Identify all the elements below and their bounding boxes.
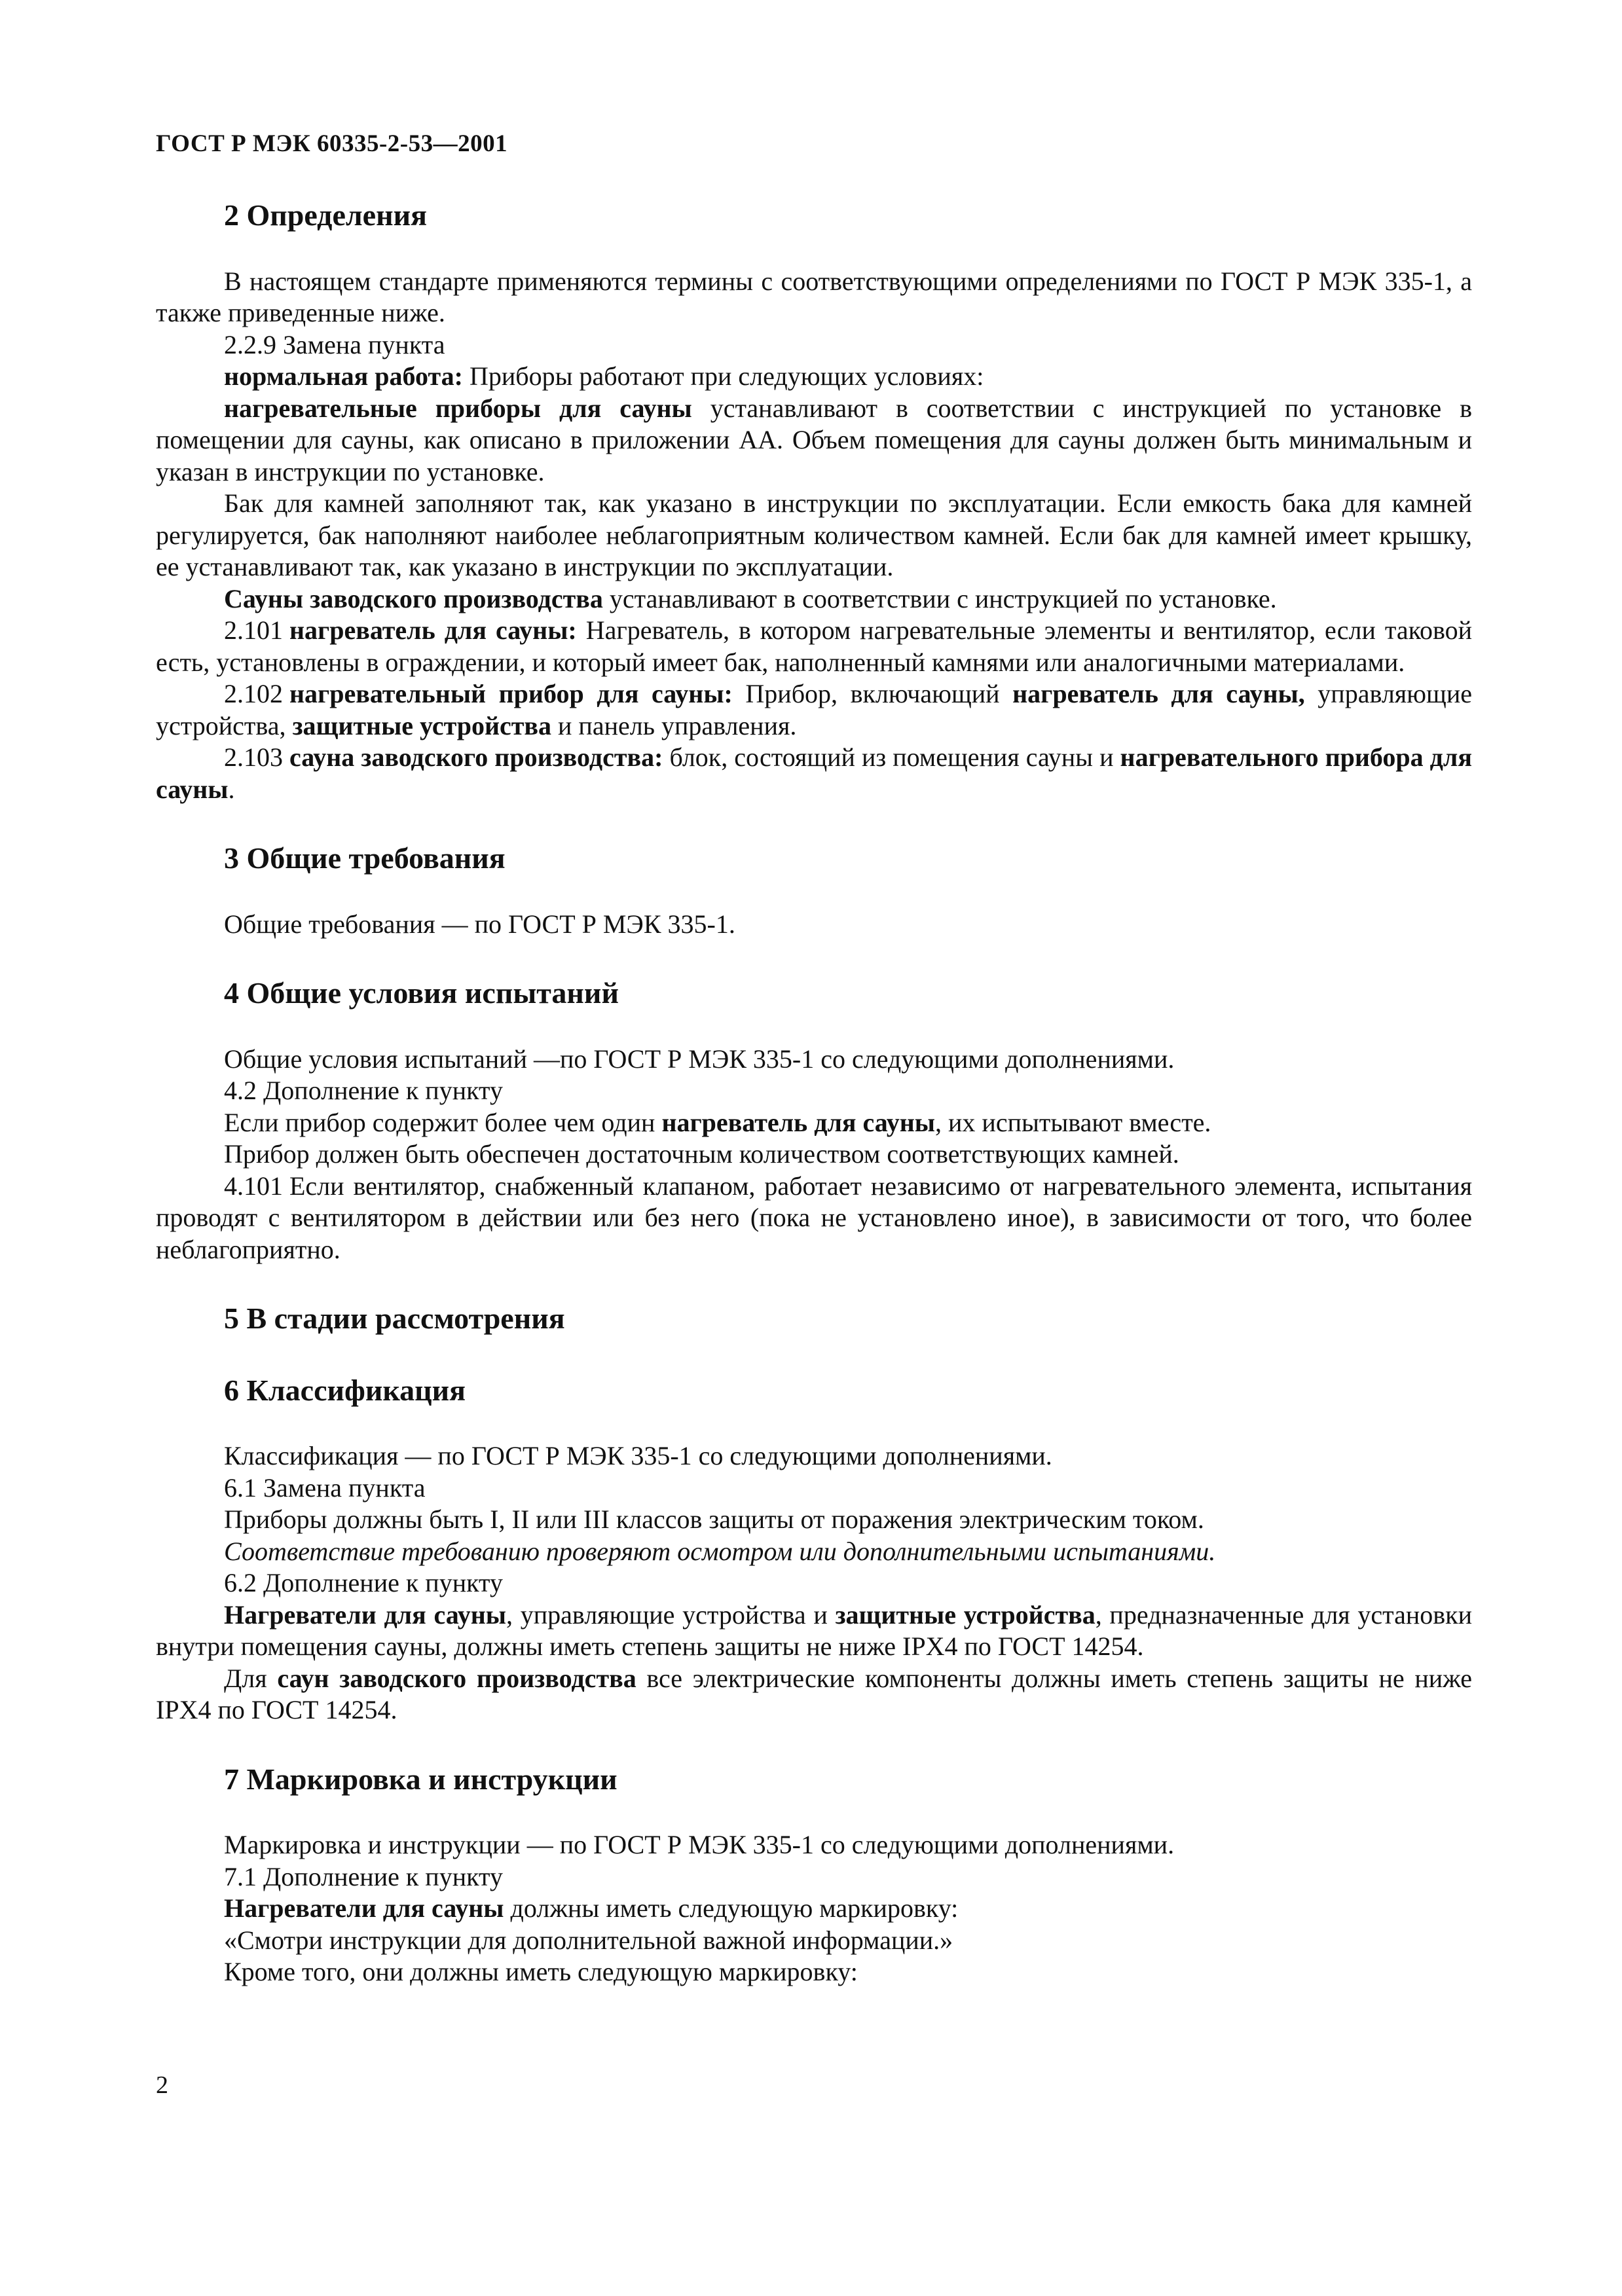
paragraph: Бак для камней заполняют так, как указано в инструкции по эксплуатации. Если емкость бака для камней регулируется, бак наполняют наиболее неблагоприятным количеством камней. Если бак для камней имеет крышку, ее устанавливают так, как указано в инструкции по эксплуатации.	[156, 488, 1472, 581]
paragraph-text: Прибор, включающий	[732, 679, 1013, 708]
clause-number: 2.102	[224, 679, 283, 708]
term: нагревательного прибора для сауны	[156, 742, 1472, 804]
term: нормальная работа:	[224, 361, 463, 391]
clause-number: 4.101	[224, 1171, 283, 1201]
paragraph-text: , управляющие устройства и	[506, 1599, 836, 1630]
paragraph: «Смотри инструкции для дополнительной важной информации.»	[224, 1925, 953, 1955]
paragraph	[156, 1171, 1472, 1266]
section-5-under-consideration	[156, 1300, 1472, 1338]
term: нагреватель для сауны,	[1012, 679, 1305, 708]
paragraph-text: блок, состоящий из помещения сауны и	[663, 742, 1120, 772]
term: Нагреватели для сауны	[224, 1893, 504, 1923]
paragraph-text: Для	[224, 1663, 278, 1693]
paragraph: 4.2 Дополнение к пункту	[224, 1076, 503, 1105]
section-2-definitions	[156, 196, 1472, 805]
section-heading: 2 Определения	[224, 198, 427, 232]
paragraph: Маркировка и инструкции — по ГОСТ Р МЭК 335-1 со следующими дополнениями.	[224, 1830, 1175, 1859]
term: нагреватель для сауны	[661, 1107, 936, 1137]
paragraph: Общие требования — по ГОСТ Р МЭК 335-1.	[224, 909, 735, 939]
section-body	[156, 1440, 1472, 1726]
paragraph-text: Если прибор содержит более чем один	[224, 1107, 662, 1137]
running-header: ГОСТ Р МЭК 60335-2-53—2001	[156, 130, 508, 157]
section-body	[156, 1044, 1472, 1266]
paragraph-text: управляющие устройства,	[156, 679, 1473, 740]
compliance-note: Соответствие требованию проверяют осмотром или дополнительными испытаниями.	[224, 1536, 1216, 1566]
paragraph: 6.2 Дополнение к пункту	[224, 1568, 503, 1597]
paragraph: 6.1 Замена пункта	[224, 1472, 426, 1503]
paragraph: Общие условия испытаний —по ГОСТ Р МЭК 335-1 со следующими дополнениями.	[224, 1044, 1175, 1074]
paragraph-text: Если вентилятор, снабженный клапаном, работает независимо от нагревательного элемента, испытания проводят с вентилятором в действии или без него (пока не установлено иное), в зависимости от того, что более неблагоприятно.	[156, 1171, 1472, 1264]
paragraph-text: Приборы работают при следующих условиях:	[462, 361, 984, 391]
paragraph-text: и панель управления.	[551, 710, 797, 740]
paragraph	[156, 1893, 1472, 1925]
paragraph	[156, 393, 1472, 488]
paragraph-text: все электрические компоненты должны иметь степень защиты не ниже IPX4 по ГОСТ 14254.	[156, 1663, 1473, 1724]
paragraph-text: должны иметь следующую маркировку:	[504, 1893, 959, 1923]
paragraph-text: устанавливают в соответствии с инструкцией по установке.	[602, 583, 1277, 613]
section-heading: 6 Классификация	[224, 1373, 466, 1407]
section-body	[156, 1829, 1472, 1988]
paragraph: Классификация — по ГОСТ Р МЭК 335-1 со следующими дополнениями.	[224, 1441, 1052, 1470]
section-heading: 3 Общие требования	[224, 841, 506, 875]
section-4-test-conditions	[156, 974, 1472, 1266]
paragraph	[156, 615, 1472, 678]
page-number: 2	[156, 2071, 168, 2099]
paragraph: 7.1 Дополнение к пункту	[224, 1861, 503, 1891]
paragraph	[156, 1663, 1472, 1726]
term: нагреватель для сауны:	[289, 615, 577, 645]
term: сауна заводского производства:	[289, 742, 663, 772]
paragraph	[156, 1536, 1472, 1568]
paragraph	[156, 1599, 1472, 1663]
paragraph: 2.2.9 Замена пункта	[224, 329, 445, 359]
paragraph: Приборы должны быть I, II или III классов защиты от поражения электрическим током.	[224, 1504, 1204, 1534]
paragraph-text: , предназначенные для установки внутри помещения сауны, должны иметь степень защиты не ниже IPX4 по ГОСТ 14254.	[156, 1599, 1473, 1661]
clause-number: 2.103	[224, 742, 283, 772]
section-heading: 4 Общие условия испытаний	[224, 976, 619, 1010]
paragraph	[156, 583, 1472, 615]
section-heading: 7 Маркировка и инструкции	[224, 1762, 617, 1796]
term: Нагреватели для сауны	[224, 1599, 506, 1630]
section-7-marking-instructions	[156, 1760, 1472, 1988]
paragraph-text: Нагреватель, в котором нагревательные элементы и вентилятор, если таковой есть, установлены в ограждении, и который имеет бак, наполненный камнями или аналогичными материалами.	[156, 615, 1473, 677]
section-heading: 5 В стадии рассмотрения	[224, 1302, 565, 1335]
paragraph	[156, 361, 1472, 393]
term: нагревательные приборы для сауны	[224, 393, 692, 423]
section-body	[156, 909, 1472, 941]
page-body	[156, 196, 1472, 2022]
paragraph-text: , их испытывают вместе.	[935, 1107, 1211, 1137]
section-3-general-requirements	[156, 839, 1472, 940]
paragraph-text: .	[228, 774, 235, 804]
paragraph: В настоящем стандарте применяются термины с соответствующими определениями по ГОСТ Р МЭК 335-1, а также приведенные ниже.	[156, 266, 1472, 327]
paragraph: Прибор должен быть обеспечен достаточным количеством соответствующих камней.	[224, 1139, 1179, 1169]
paragraph: Кроме того, они должны иметь следующую маркировку:	[224, 1957, 858, 1986]
paragraph	[156, 1107, 1472, 1139]
paragraph-text: устанавливают в соответствии с инструкцией по установке в помещении для сауны, как описано в приложении АА. Объем помещения для сауны должен быть минимальным и указан в инструкции по установке.	[156, 393, 1472, 486]
term: саун заводского производства	[277, 1663, 636, 1693]
paragraph	[156, 678, 1472, 742]
term: нагревательный прибор для сауны:	[289, 679, 733, 708]
term: Сауны заводского производства	[224, 583, 603, 613]
term: защитные устройства	[292, 710, 552, 740]
section-body	[156, 266, 1472, 806]
clause-number: 2.101	[224, 615, 283, 645]
section-6-classification	[156, 1372, 1472, 1726]
term: защитные устройства	[835, 1599, 1096, 1630]
paragraph	[156, 742, 1472, 805]
